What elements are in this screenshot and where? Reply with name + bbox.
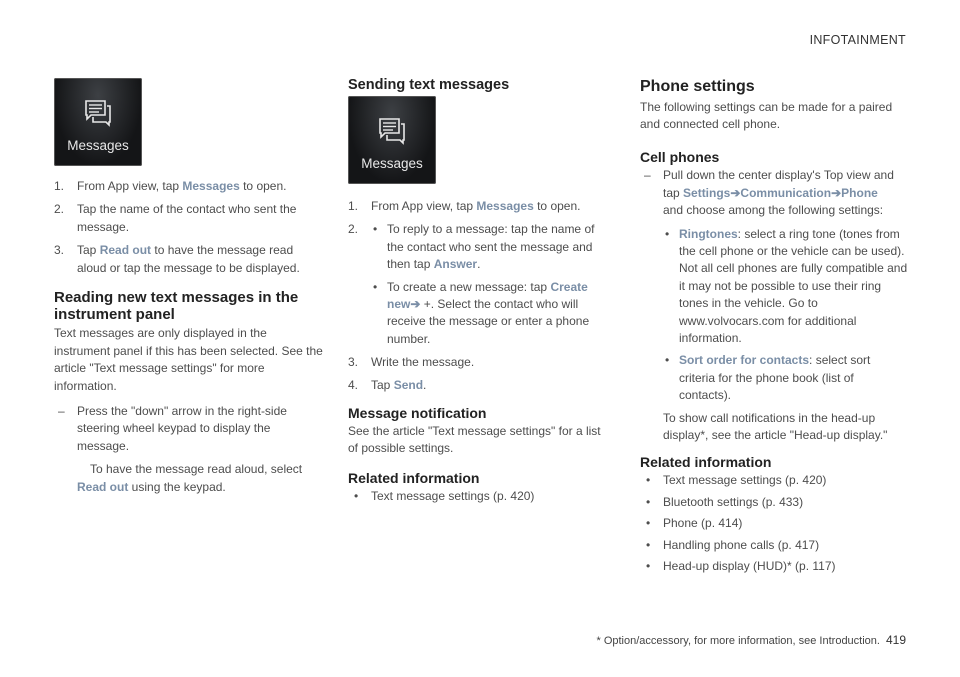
keyword-send: Send [393, 378, 424, 393]
bullet-marker: • [373, 222, 378, 237]
messages-app-tile [54, 78, 142, 166]
keyword-read-out: Read out [77, 479, 129, 494]
option-text: : select sort criteria for the phone book (list of contacts). [679, 353, 871, 403]
step-text: to have the message read aloud or tap the message to be displayed. [77, 243, 300, 275]
dash-subtext [77, 461, 324, 496]
send-steps-list [348, 198, 610, 395]
related-list [348, 488, 610, 505]
keyword-communication: Communication [740, 185, 832, 200]
list-item [54, 403, 324, 496]
keyword-create-new: Create new [387, 279, 588, 311]
phone-settings-intro: The following settings can be made for a paired and connected cell phone. [640, 99, 893, 131]
related-link-text[interactable]: Phone (p. 414) [663, 516, 743, 531]
list-item [663, 226, 908, 348]
message-bubble-icon [377, 116, 407, 146]
list-item [663, 352, 908, 404]
arrow-right-icon: ➔ [730, 185, 741, 200]
cell-phones-dash-list [640, 167, 908, 444]
related-link[interactable] [640, 494, 908, 511]
option-text: . [477, 257, 481, 272]
related-link-text[interactable]: Bluetooth settings (p. 433) [663, 494, 804, 509]
list-item [348, 354, 610, 371]
dash-marker: – [58, 404, 65, 419]
list-item [371, 279, 610, 349]
bullet-marker: • [646, 558, 651, 573]
list-item [371, 221, 610, 273]
related-link[interactable] [348, 488, 610, 505]
list-item [54, 178, 324, 195]
keyword-answer: Answer [433, 257, 478, 272]
page-number: 419 [885, 633, 906, 647]
read-steps-list [54, 178, 324, 277]
step-text: From App view, tap [77, 179, 183, 193]
reading-body: Text messages are only displayed in the instrument panel if this has been selected. See the article "Text message settings" for more information. [54, 326, 323, 393]
keyword-messages: Messages [182, 179, 240, 193]
plus-icon: + [420, 296, 431, 311]
keyword-phone: Phone [841, 185, 878, 200]
reading-heading: Reading new text messages in the instrument panel [54, 288, 299, 324]
footnote: * Option/accessory, for more information, see Introduction. [596, 635, 880, 647]
related-link-text[interactable]: Text message settings (p. 420) [663, 473, 827, 488]
option-text: To reply to a message: tap the name of the contact who sent the message and then tap [387, 222, 595, 272]
related-list [640, 472, 908, 575]
keyword-ringtones: Ringtones [679, 226, 738, 241]
list-item [640, 167, 908, 444]
list-item [54, 242, 324, 277]
bullet-marker: • [354, 488, 359, 503]
notification-body: See the article "Text message settings" for a list of possible settings. [348, 423, 601, 456]
arrow-right-icon: ➔ [831, 185, 842, 200]
arrow-right-icon: ➔ [410, 296, 421, 311]
reply-options-list [371, 221, 610, 348]
list-item [54, 201, 324, 236]
step-number: 1. [54, 179, 65, 193]
step-number: 3. [348, 355, 359, 370]
step-number: 2. [54, 202, 65, 217]
keyword-messages: Messages [476, 198, 534, 213]
column-right [640, 78, 908, 579]
section-header: INFOTAINMENT [809, 33, 906, 47]
settings-options-list [663, 226, 908, 405]
related-link[interactable] [640, 472, 908, 489]
step-number: 4. [348, 378, 359, 393]
cell-phones-heading: Cell phones [640, 149, 720, 166]
keyword-sort-order: Sort order for contacts [679, 353, 810, 368]
sub-text: To have the message read aloud, select [90, 462, 303, 477]
bullet-marker: • [373, 279, 378, 294]
step-number: 2. [348, 222, 359, 237]
option-text: . Select the contact who will receive the message or enter a phone number. [387, 296, 590, 346]
option-text: : select a ring tone (tones from the cell phone or the vehicle can be used). Not all cell phones are fully compatible and it may not be possible to use their ring tones in the vehicle. Go to www.volvocars.com for additional information. [679, 226, 908, 345]
step-text: . [423, 378, 427, 393]
reading-dash-list [54, 403, 324, 496]
related-heading: Related information [348, 469, 480, 486]
bullet-marker: • [646, 516, 651, 531]
step-text: Tap the name of the contact who sent the message. [77, 202, 297, 234]
step-text: to open. [533, 198, 581, 213]
list-item [348, 221, 610, 348]
column-left [54, 78, 324, 500]
dash-text: and choose among the following settings: [663, 203, 884, 218]
bullet-marker: • [646, 537, 651, 552]
step-text: to open. [239, 179, 287, 193]
bullet-marker: • [646, 473, 651, 488]
phone-settings-heading: Phone settings [640, 78, 755, 95]
related-link-text[interactable]: Handling phone calls (p. 417) [663, 537, 820, 552]
dash-text: Press the "down" arrow in the right-side steering wheel keypad to display the message. [77, 404, 287, 453]
notification-heading: Message notification [348, 404, 487, 421]
step-number: 3. [54, 243, 65, 258]
list-item [348, 198, 610, 215]
dash-marker: – [644, 168, 651, 183]
related-heading: Related information [640, 454, 772, 471]
keyword-read-out: Read out [99, 243, 152, 258]
related-link-text[interactable]: Head-up display (HUD)* (p. 117) [663, 558, 836, 573]
step-number: 1. [348, 198, 359, 213]
step-text: From App view, tap [371, 198, 477, 213]
tile-label: Messages [361, 155, 423, 171]
column-middle [348, 78, 610, 509]
sub-text: using the keypad. [128, 479, 226, 494]
message-bubble-icon [83, 98, 113, 128]
tile-label: Messages [67, 138, 129, 153]
messages-app-tile [348, 96, 436, 184]
list-item [348, 377, 610, 394]
keyword-settings: Settings [683, 185, 731, 200]
sending-heading: Sending text messages [348, 77, 510, 93]
bullet-marker: • [665, 353, 670, 368]
bullet-marker: • [646, 494, 651, 509]
step-text: Tap [371, 378, 394, 393]
related-link[interactable] [640, 537, 908, 554]
hud-note: To show call notifications in the head-up display*, see the article "Head-up display." [663, 410, 888, 442]
page-footer [596, 633, 906, 647]
dash-text: Pull down the center display's Top view and tap [663, 168, 894, 200]
bullet-marker: • [665, 226, 670, 241]
related-link[interactable] [640, 558, 908, 575]
step-text: Write the message. [371, 355, 475, 370]
step-text: Tap [77, 243, 100, 258]
related-link[interactable] [640, 515, 908, 532]
related-link-text[interactable]: Text message settings (p. 420) [371, 488, 535, 503]
option-text: To create a new message: tap [387, 279, 551, 294]
